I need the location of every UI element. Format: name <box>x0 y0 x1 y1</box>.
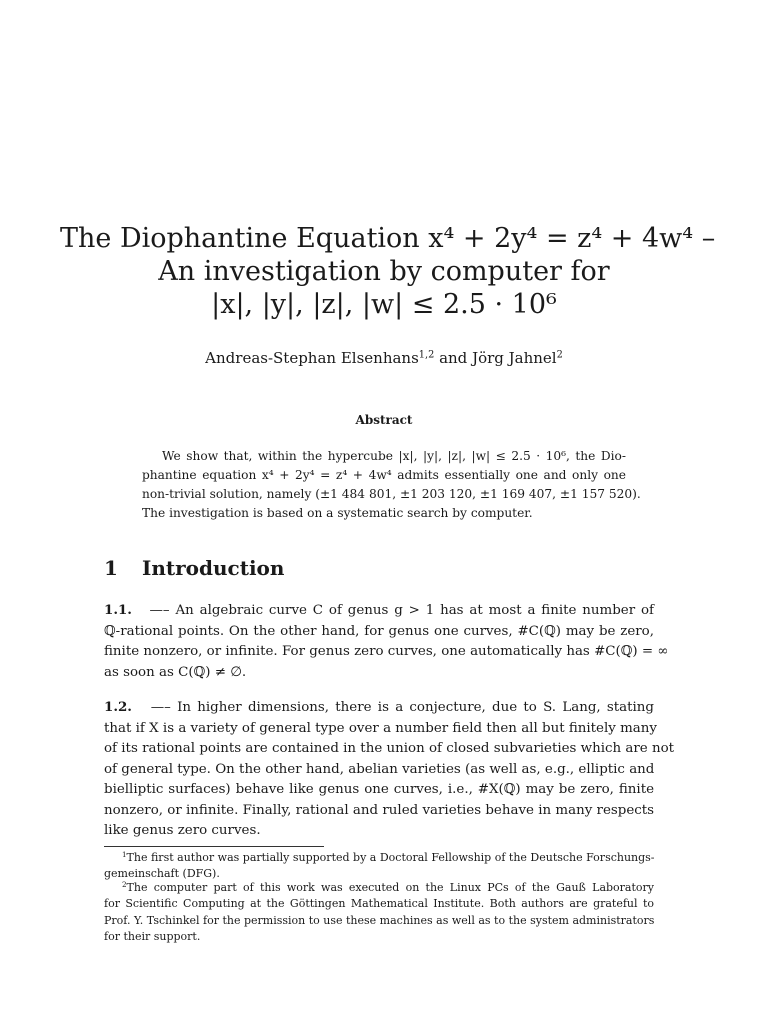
author-name-2: Jörg Jahnel <box>472 349 557 367</box>
section-title: Introduction <box>142 556 285 580</box>
footnote-1 <box>104 850 654 883</box>
author-affiliation-marks-2: 2 <box>556 349 563 361</box>
author-conjunction: and <box>434 349 473 367</box>
footnote-2 <box>104 880 654 945</box>
paragraph-line: —– In higher dimensions, there is a conjecture, due to S. Lang, stating <box>150 700 654 715</box>
footnote-first-line <box>104 850 654 866</box>
section-number: 1 <box>104 556 118 580</box>
paper-title <box>60 222 716 321</box>
title-line-3: |x|, |y|, |z|, |w| ≤ 2.5 · 10⁶ <box>211 289 557 320</box>
section-heading <box>104 556 284 580</box>
footnote-mark: 2 <box>122 880 127 890</box>
abstract-line: We show that, within the hypercube |x|, |y|, |z|, |w| ≤ 2.5 · 10⁶, the Dio- <box>162 449 626 463</box>
paragraph-1-1 <box>104 600 669 683</box>
paragraph-first-line <box>104 697 654 719</box>
paragraph-1-2 <box>104 697 675 842</box>
author-name-1: Andreas-Stephan Elsenhans <box>205 349 419 367</box>
paragraph-line: ℚ-rational points. On the other hand, for genus one curves, #C(ℚ) may be zero, <box>104 623 654 639</box>
footnote-line: The first author was partially supported by a Doctoral Fellowship of the Deutsche Forschungs- <box>126 851 655 864</box>
abstract-line: The investigation is based on a systematic search by computer. <box>142 506 533 520</box>
paragraph-line: like genus zero curves. <box>104 823 261 838</box>
paragraph-line: of general type. On the other hand, abelian varieties (as well as, e.g., elliptic and <box>104 761 655 777</box>
paragraph-first-line <box>104 600 654 622</box>
title-line-1: The Diophantine Equation x⁴ + 2y⁴ = z⁴ + 4w⁴ – <box>60 223 716 254</box>
paragraph-line: nonzero, or infinite. Finally, rational and ruled varieties behave in many respects <box>104 802 654 818</box>
footnote-separator <box>104 846 324 847</box>
paragraph-label: 1.1. <box>104 602 132 618</box>
footnote-line: The computer part of this work was executed on the Linux PCs of the Gauß Laboratory <box>126 881 654 894</box>
author-line <box>60 348 708 368</box>
footnote-line: for Scientific Computing at the Göttingen Mathematical Institute. Both authors are grateful to <box>104 897 654 911</box>
footnote-line: for their support. <box>104 929 201 943</box>
paragraph-line: finite nonzero, or infinite. For genus zero curves, one automatically has #C(ℚ) = ∞ <box>104 644 669 659</box>
paragraph-label: 1.2. <box>104 699 132 715</box>
footnote-line: gemeinschaft (DFG). <box>104 867 220 881</box>
footnote-mark: 1 <box>122 850 127 860</box>
paragraph-line: that if X is a variety of general type over a number field then all but finitely many <box>104 720 657 736</box>
abstract-heading: Abstract <box>355 413 413 427</box>
paragraph-line: —– An algebraic curve C of genus g > 1 has at most a finite number of <box>149 603 654 618</box>
abstract-line: phantine equation x⁴ + 2y⁴ = z⁴ + 4w⁴ admits essentially one and only one <box>142 468 626 482</box>
paragraph-line: bielliptic surfaces) behave like genus one curves, i.e., #X(ℚ) may be zero, finite <box>104 782 654 797</box>
abstract-line: non-trivial solution, namely (±1 484 801, ±1 203 120, ±1 169 407, ±1 157 520). <box>142 487 641 501</box>
author-affiliation-marks-1: 1,2 <box>418 349 435 361</box>
footnote-line: Prof. Y. Tschinkel for the permission to use these machines as well as to the system administrators <box>104 913 655 927</box>
abstract-text <box>142 447 641 523</box>
title-line-2: An investigation by computer for <box>158 256 610 287</box>
footnote-first-line <box>104 880 654 896</box>
paragraph-line: as soon as C(ℚ) ≠ ∅. <box>104 664 247 680</box>
paragraph-line: of its rational points are contained in the union of closed subvarieties which are not <box>104 741 675 756</box>
